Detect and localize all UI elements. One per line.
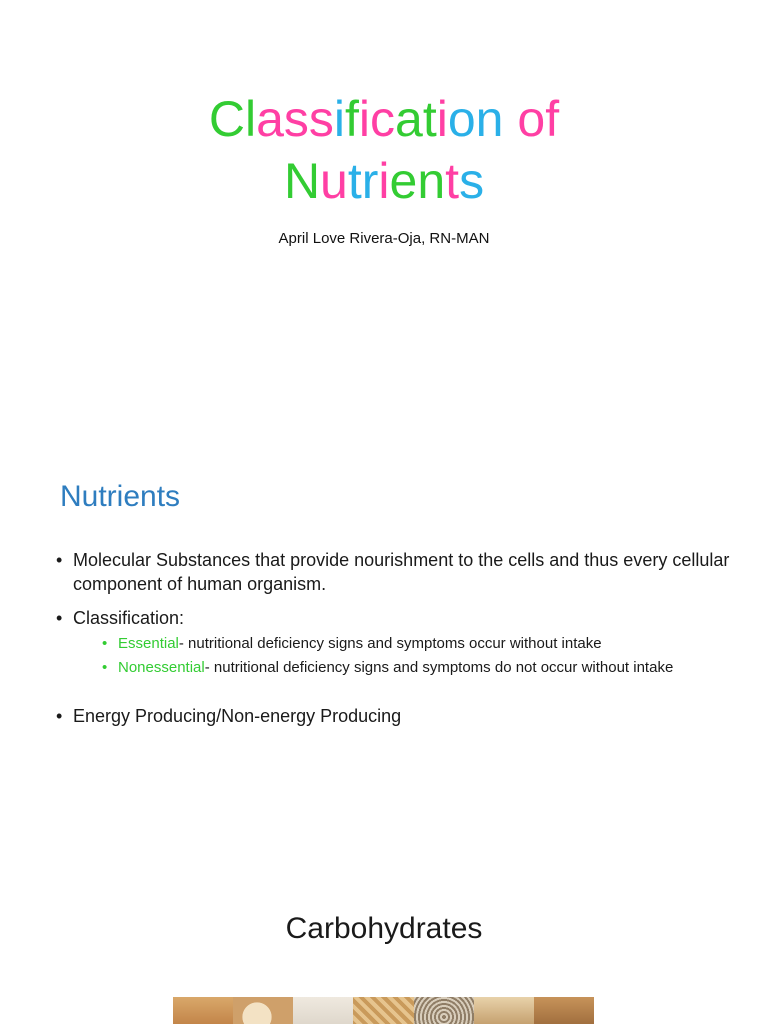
- title-line-2: [0, 150, 768, 212]
- food-image-tile: [293, 997, 353, 1024]
- term-nonessential: Nonessential: [118, 659, 205, 676]
- food-image-tile: [173, 997, 233, 1024]
- title-letter: o: [517, 91, 546, 147]
- food-image-tile: [353, 997, 413, 1024]
- title-letter: i: [333, 91, 346, 147]
- title-letter: i: [436, 91, 448, 147]
- title-letter: r: [361, 153, 379, 209]
- classification-sublist: [73, 634, 746, 678]
- title-letter: s: [459, 153, 485, 209]
- title-letter: f: [545, 91, 560, 147]
- author-subtitle: April Love Rivera-Oja, RN-MAN: [278, 230, 490, 247]
- title-letter: c: [370, 91, 396, 147]
- nutrients-heading: Nutrients: [60, 480, 181, 513]
- nutrients-bullet-list: [56, 548, 746, 728]
- title-letter: o: [447, 91, 476, 147]
- carbohydrates-heading: Carbohydrates: [285, 912, 483, 945]
- food-image-tile: [414, 997, 474, 1024]
- title-letter: a: [395, 91, 423, 147]
- food-image-tile: [233, 997, 293, 1024]
- subbullet-nonessential: [102, 658, 746, 678]
- title-letter: u: [320, 153, 348, 209]
- title-letter: t: [422, 91, 437, 147]
- carbohydrate-foods-image: [173, 997, 594, 1024]
- title-letter: t: [445, 153, 460, 209]
- slide-title-heading: [0, 88, 768, 212]
- title-letter: C: [208, 91, 245, 147]
- slide-carbohydrates: [0, 864, 768, 1024]
- essential-description: - nutritional deficiency signs and symptoms occur without intake: [178, 635, 602, 652]
- nonessential-description: - nutritional deficiency signs and symptoms do not occur without intake: [204, 659, 674, 676]
- title-letter: l: [244, 91, 257, 147]
- title-line-1: [0, 88, 768, 150]
- term-essential: Essential: [118, 635, 179, 652]
- bullet-classification: [56, 606, 746, 678]
- title-letter: N: [283, 153, 321, 209]
- title-letter: t: [347, 153, 362, 209]
- title-letter: f: [345, 91, 359, 147]
- title-letter: n: [417, 153, 446, 209]
- title-letter: [503, 91, 517, 147]
- slide-title: [0, 0, 768, 432]
- bullet-definition: • Molecular Substances that provide nourishment to the cells and thus every cellular component of human organism.: [56, 548, 746, 596]
- bullet-energy: • Energy Producing/Non-energy Producing: [56, 704, 746, 728]
- subbullet-essential: [102, 634, 746, 654]
- title-letter: e: [389, 153, 418, 209]
- classification-label: Classification:: [73, 608, 185, 628]
- slide-nutrients: [0, 432, 768, 864]
- food-image-tile: [534, 997, 594, 1024]
- title-letter: i: [378, 153, 390, 209]
- food-image-tile: [474, 997, 534, 1024]
- title-letter: s: [308, 91, 334, 147]
- title-letter: i: [358, 91, 371, 147]
- title-letter: n: [475, 91, 504, 147]
- title-letter: a: [256, 91, 284, 147]
- title-letter: s: [283, 91, 309, 147]
